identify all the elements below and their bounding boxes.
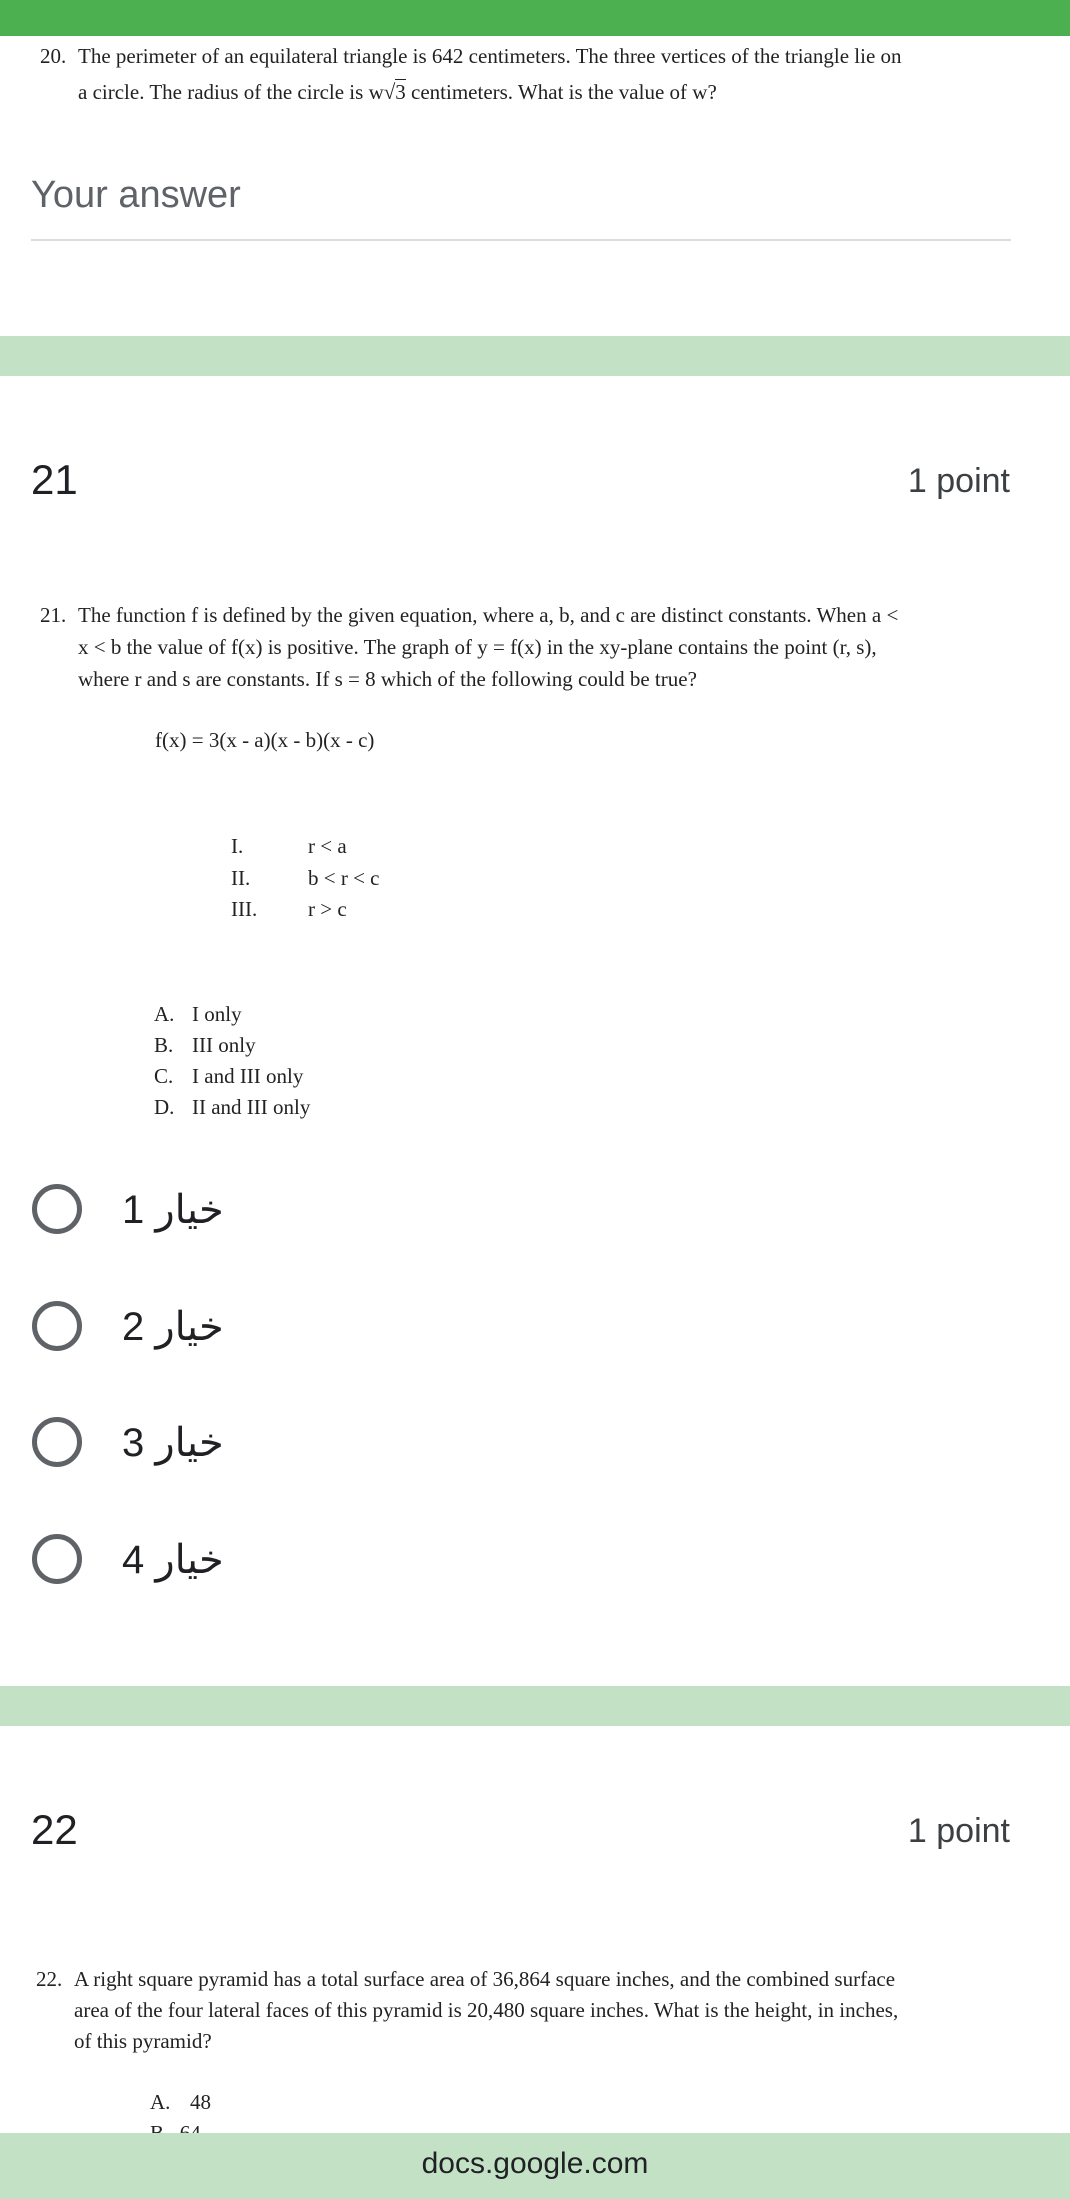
domain-label: docs.google.com: [421, 2147, 649, 2180]
radio-option-4[interactable]: [32, 1529, 432, 1589]
radio-option-1[interactable]: [32, 1179, 432, 1239]
choice-text: II and III only: [192, 1095, 311, 1119]
radio-button[interactable]: [32, 1534, 82, 1584]
roman-statement: b < r < c: [308, 866, 380, 890]
roman-numeral: II.: [231, 866, 251, 890]
question-22-text: 22. A right square pyramid has a total surface area of 36,864 square inches, and the combined surface area of the four lateral faces of this pyramid is 20,480 square inches. What is the height, in inches, of this pyramid?: [36, 1967, 899, 2053]
radio-option-3[interactable]: [32, 1412, 432, 1472]
form-accent-bar: [0, 0, 1070, 36]
roman-numeral: I.: [231, 834, 244, 858]
choice-letter: D.: [154, 1095, 175, 1119]
choice-letter: A.: [154, 1002, 175, 1026]
choice-text: 48: [190, 2090, 211, 2114]
question-20-card: [0, 36, 1070, 336]
radio-option-label: خيار 3: [122, 1421, 224, 1465]
question-22-card: [0, 1726, 1070, 2133]
question-points: 1 point: [907, 462, 1010, 500]
radio-option-label: خيار 4: [122, 1538, 224, 1582]
question-number: 22: [31, 1806, 78, 1853]
choice-letter: B.: [154, 1033, 174, 1057]
question-number: 21: [31, 456, 78, 503]
question-21-text: 21. The function f is defined by the given equation, where a, b, and c are distinct constants. When a < x < b the value of f(x) is positive. The graph of y = f(x) in the xy-plane contains the point (r, s), where r and s are constants. If s = 8 which of the following could be true?: [40, 603, 899, 691]
radio-option-label: خيار 2: [122, 1305, 224, 1349]
choice-text: I and III only: [192, 1064, 304, 1088]
choice-text: III only: [192, 1033, 256, 1057]
question-points: 1 point: [907, 1812, 1010, 1850]
choice-letter: C.: [154, 1064, 174, 1088]
radio-option-2[interactable]: [32, 1296, 432, 1356]
roman-numeral: III.: [231, 897, 258, 921]
question-20-text: 20. The perimeter of an equilateral triangle is 642 centimeters. The three vertices of the triangle lie on a circle. The radius of the circle is w√3 centimeters. What is the value of w?: [40, 44, 902, 104]
radio-button[interactable]: [32, 1184, 82, 1234]
choice-letter: A.: [150, 2090, 171, 2114]
radio-button[interactable]: [32, 1301, 82, 1351]
radio-button[interactable]: [32, 1417, 82, 1467]
answer-underline: [31, 239, 1011, 241]
radicand: 3: [395, 80, 406, 104]
function-equation: f(x) = 3(x - a)(x - b)(x - c): [155, 728, 375, 752]
browser-domain-bar: [0, 2133, 1070, 2199]
sqrt-symbol: √: [383, 80, 396, 104]
short-answer-input[interactable]: Your answer: [31, 174, 241, 216]
radio-option-label: خيار 1: [122, 1188, 224, 1232]
choice-text: I only: [192, 1002, 242, 1026]
roman-statement: r > c: [308, 897, 347, 921]
roman-statement: r < a: [308, 834, 347, 858]
question-21-card: [0, 376, 1070, 1686]
